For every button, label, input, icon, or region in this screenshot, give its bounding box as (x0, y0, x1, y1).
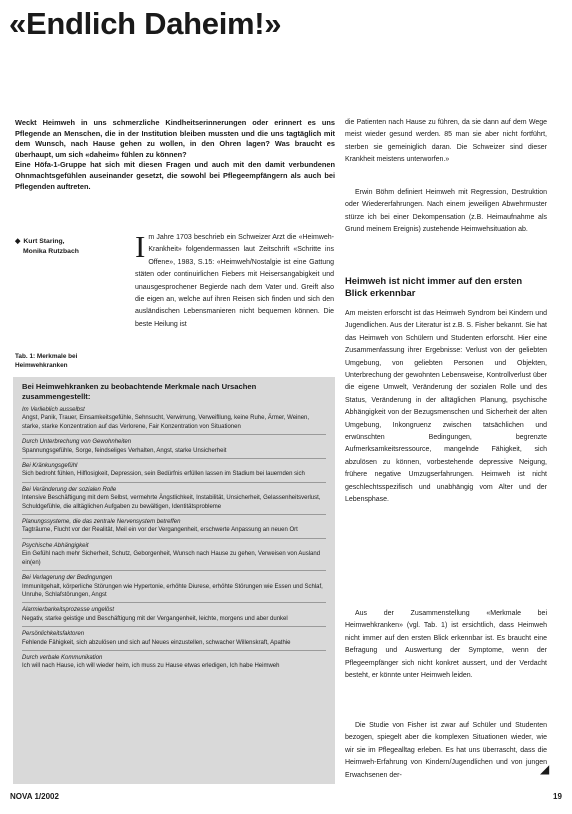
symptom-table-box (13, 377, 335, 784)
continue-arrow-icon: ◢ (540, 762, 550, 776)
article-title: «Endlich Daheim!» (9, 6, 282, 41)
box-section-body: Intensive Beschäftigung mit dem Selbst, vermehrte Ängstlichkeit, Instabilität, Unsicherheit, Gelassenheitsverlust, Schuldgefühle, die alltäglichen Aufgaben zu bewältigen, Identitätsprobleme (22, 495, 321, 510)
page-number: 19 (553, 792, 562, 801)
box-section-head: Bei Verlagerung der Bedingungen (22, 575, 113, 582)
box-section (22, 438, 326, 459)
box-section (22, 486, 326, 515)
body-text-middle: m Jahre 1703 beschrieb ein Schweizer Arzt die «Heimweh-Krankheit» folgendermassen laut Zeitschrift «Schritte ins Offene», 1983, S.15: «Heimweh/Nostalgie ist eine Gattung stäten oder continuirlichen Fiebers mit Heisersangabigkeit und unausgesprochener Begierde nach dem Vater und. Greift also die eigen an, welche auf ihren Reisen sich finden und sich den ausländischen Lebensmanieren nicht bequemen können. Die beste Heilung ist (135, 234, 334, 328)
box-section-head: Im Verlieblich ausselbst (22, 407, 85, 413)
box-section-body: Tagträume, Flucht vor der Realität, Meil ein vor der Vergangenheit, erschwerte Anpassung an neuen Ort (22, 527, 298, 534)
box-section (22, 542, 326, 571)
paragraph: Am meisten erforscht ist das Heimweh Syndrom bei Kindern und Jugendlichen. Aus der Literatur ist z.B. S. Fisher bekannt. Sie hat das Heimweh von Schülern und Studenten erforscht. Hier eine Zusammenfassung ihrer Ergebnisse: Verlust von der geliebten Umgebung, von geliebten Personen und Objekten, Unterbrechung der gewohnten Lebensweise, Kontrollverlust über die eigene Umwelt, Veränderung der sozialen Rolle und des Status, Veränderung in der alltäglichen Planung, psychische Abhängigkeit von der Bezugsmenschen und Sicherheit der alten Umgebung, Inkongruenz zwischen tatsächlichen und erwünschten Bedingungen, begrenzte Aufmerksamkeitsressource, mangelnde Fähigkeit, sich abzulösen zu können, vorbestehende depressive Neigung, frühere negative Umzugserfahrungen. Heimweh ist nicht geschlechtsspezifisch und unabhängig vom Alter und der Lebensphase. (345, 310, 547, 504)
box-section (22, 654, 326, 674)
box-section-head: Bei Kränkungsgefühl (22, 463, 78, 470)
paragraph: Aus der Zusammenstellung «Merkmale bei Heimwehkranken» (vgl. Tab. 1) ist ersichtlich, dass Heimweh nicht immer auf den ersten Blick erkennbar ist. Es braucht eine Befragung und Auswertung der Symptome, wenn der Pflegeempfänger sich nicht konkret aussert, und der Verdacht besteht, er könnte unter Heimweh leiden. (345, 610, 547, 680)
box-section (22, 606, 326, 627)
intro-paragraph-2: Eine Höfa-1-Gruppe hat sich mit diesen Fragen und auch mit den damit verbundenen Ohnmachtsgefühlen auseinander gesetzt, die sowohl bei Pflegeempfängern als auch bei Pflegenden auftreten. (15, 160, 335, 191)
author-byline (15, 237, 105, 256)
paragraph: Erwin Böhm definiert Heimweh mit Regression, Destruktion oder Wiedererfahrungen. Nach einem jeweiligen Abwehrmuster stürze ich bei einer Dekompensation (z.B. Heimaufnahme als Grund meinem Ereignis) zustehende Heimwehsituation ab. (345, 189, 547, 234)
body-column-middle (135, 229, 334, 331)
box-title: Bei Heimwehkranken zu beobachtende Merkmale nach Ursachen zusammengestellt: (22, 382, 257, 401)
author-name-1: Kurt Staring, (23, 238, 65, 245)
intro-paragraph-1: Weckt Heimweh in uns schmerzliche Kindheitserinnerungen oder erinnert es uns Pflegende an Menschen, die in der Institution bleiben mussten und die uns tagtäglich mit dem Wunsch, nach Hause gehen zu wollen, in den Ohren lagen? Was braucht es überhaupt, um sich «daheim» fühlen zu können? (15, 118, 335, 159)
box-section (22, 630, 326, 651)
diamond-icon: ◆ (15, 238, 21, 245)
author-name-2: Monika Rutzbach (23, 247, 79, 255)
body-column-right (345, 117, 550, 782)
box-section-body: Ich will nach Hause, ich will wieder heim, ich muss zu Hause etwas erledigen, Ich habe Heimweh (22, 663, 280, 670)
box-section-body: Fehlende Fähigkeit, sich abzulösen und sich auf Neues einzustellen, schwacher Willenskraft, Apathie (22, 639, 291, 646)
paragraph: die Patienten nach Hause zu führen, da sie dann auf dem Wege meist wieder gesund werden. 85 man sie aber nicht fortführt, sterben sie gemeiniglich daran. Die Schweizer sind dieser Krankheit meistens unterworfen.» (345, 119, 547, 164)
box-section (22, 406, 326, 435)
drop-cap: I (135, 229, 146, 264)
journal-issue: NOVA 1/2002 (10, 792, 59, 801)
box-section-head: Durch Unterbrechung von Gewohnheiten (22, 439, 132, 446)
box-section-head: Psychische Abhängigkeit (22, 542, 89, 549)
box-section-head: Alarmierbarkeitsprozesse ungelöst (22, 607, 115, 614)
box-section-body: Sich bedroht fühlen, Hilflosigkeit, Depression, sein Bedürfnis erfüllen lassen im Stadium bei lauernden sich (22, 471, 305, 478)
intro-lead (15, 118, 335, 192)
box-section-head: Persönlichkeitsfaktoren (22, 631, 85, 638)
box-section (22, 462, 326, 483)
box-section-body: Ein Gefühl nach mehr Sicherheit, Schutz, Geborgenheit, Wunsch nach Hause zu gehen, Verweisen von Ausland ein(en) (22, 551, 321, 566)
box-section (22, 574, 326, 603)
box-section-head: Durch verbale Kommunikation (22, 654, 103, 661)
box-section-body: Angst, Panik, Trauer, Einsamkeitsgefühle, Sehnsucht, Verwirrung, Verweifllung, keine Ruhe, Ärmer, Weinen, starke, starke Konzentration auf das Verlorene, Fair Konzentration von Situationen (22, 415, 310, 430)
table-caption: Tab. 1: Merkmale bei Heimwehkranken (15, 353, 78, 369)
paragraph: Die Studie von Fisher ist zwar auf Schüler und Studenten bezogen, spiegelt aber die komplexen Situationen wieder, wie wir sie im Pflegealltag erleben. Es hat uns überrascht, dass die Heimweh-Erfahrung von Kindern/Jugendlichen und von jungen Erwachsenen der- (345, 722, 547, 779)
box-section (22, 518, 326, 539)
box-section-head: Bei Veränderung der sozialen Rolle (22, 486, 117, 493)
box-section-body: Spannungsgefühle, Sorge, feindseliges Verhalten, Angst, starke Unsicherheit (22, 447, 227, 454)
box-section-body: Negativ, starke geistige und Beschäftigung mit der Vergangenheit, leichte, morgens und aber dunkel (22, 615, 288, 622)
box-section-body: Immunitgehalt, körperliche Störungen wie Hypertonie, erhöhte Diurese, erhöhte Störungen wie Essen und Schlaf, Unruhe, Schlafstörungen, Angst (22, 583, 323, 598)
section-subheading: Heimweh ist nicht immer auf den ersten Blick erkennbar (345, 275, 523, 298)
box-section-head: Planungssysteme, die das zentrale Nervensystem betreffen (22, 519, 181, 526)
